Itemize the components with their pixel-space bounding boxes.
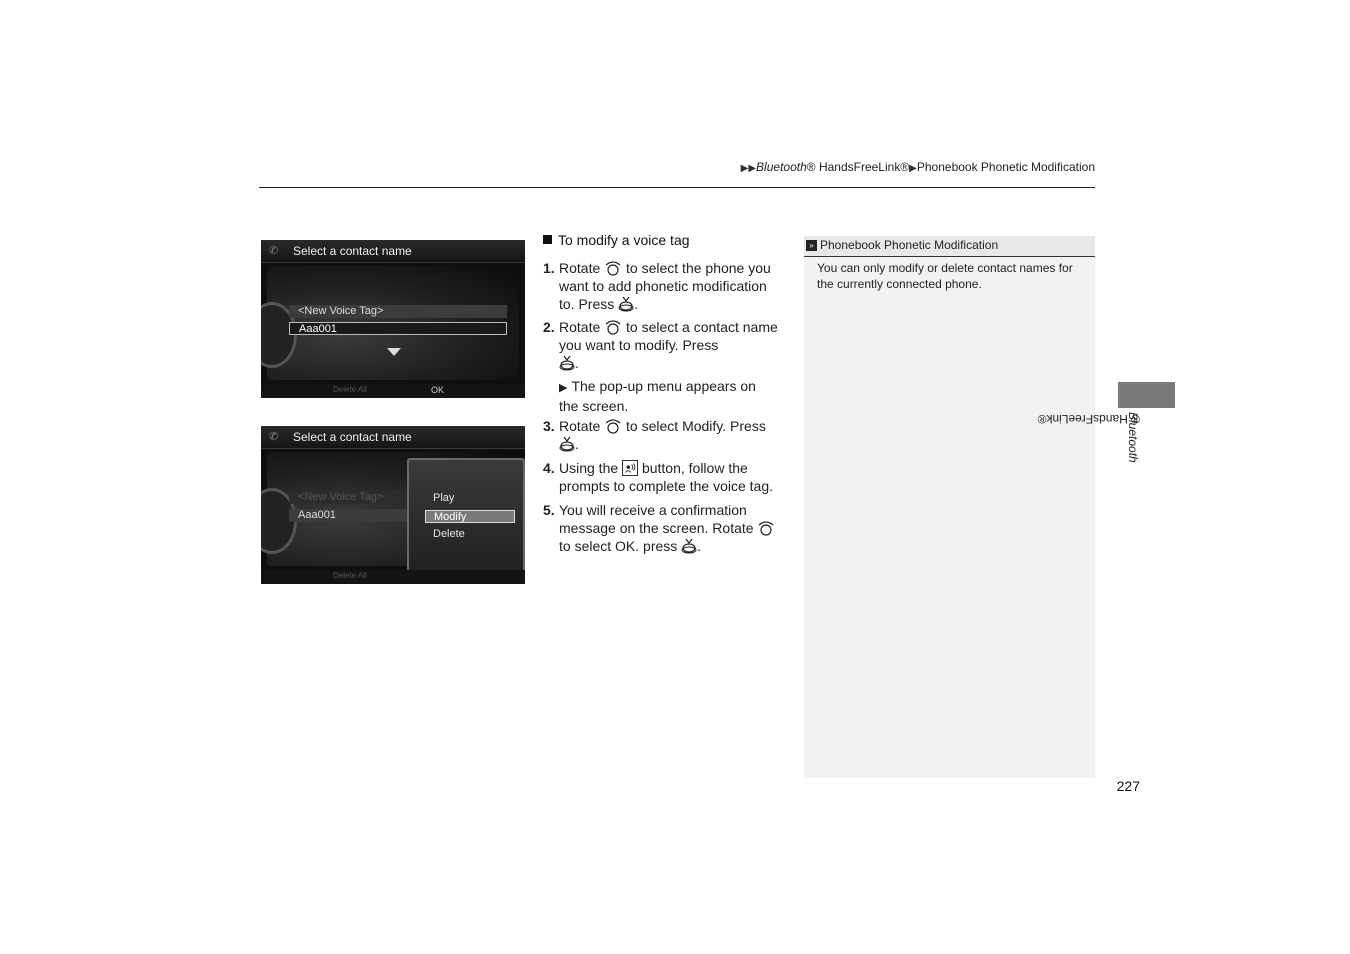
screen-footer <box>261 384 525 398</box>
step-text: button, follow the prompts to complete the voice tag. <box>559 460 773 494</box>
phone-icon: ✆ <box>269 431 279 443</box>
step-3 <box>543 417 778 453</box>
talk-button-icon <box>622 460 638 476</box>
side-note-panel <box>804 236 1095 778</box>
step-2 <box>543 318 778 372</box>
header-divider <box>259 187 1095 188</box>
step-text: Rotate <box>559 319 601 335</box>
section-heading <box>543 232 690 248</box>
step-number: 1. <box>543 260 555 276</box>
menu-item-modify[interactable]: Modify <box>425 510 515 523</box>
chapter-label <box>1037 412 1142 587</box>
step-text: Using the <box>559 460 619 476</box>
side-note-text: You can only modify or delete contact names for the currently connected phone. <box>817 261 1073 291</box>
list-item[interactable]: <New Voice Tag> <box>289 305 507 318</box>
step-number: 3. <box>543 418 555 434</box>
step-text: . Press <box>722 418 766 434</box>
chapter-tab <box>1118 382 1175 408</box>
menu-item-play[interactable]: Play <box>433 492 455 504</box>
list-item-selected[interactable]: Aaa001 <box>289 322 507 335</box>
screen-contact-list <box>261 240 525 398</box>
screen-header <box>261 426 525 449</box>
press-knob-icon <box>618 296 634 312</box>
side-note-title: Phonebook Phonetic Modification <box>820 238 999 252</box>
step-option-modify: Modify <box>682 418 723 434</box>
step-number: 5. <box>543 502 555 518</box>
sub-note <box>559 377 769 415</box>
breadcrumb-part-2: ® HandsFreeLink® <box>806 160 910 174</box>
ok-button[interactable]: OK <box>431 385 445 395</box>
step-text: . press <box>635 538 678 554</box>
screen-title: Select a contact name <box>293 430 412 444</box>
rotate-knob-icon <box>757 520 775 536</box>
step-1 <box>543 259 778 313</box>
step-text: . <box>575 436 579 452</box>
double-chevron-icon: » <box>806 240 817 251</box>
side-note-header <box>804 236 1095 257</box>
press-knob-icon <box>559 355 575 371</box>
step-text: You will receive a confirmation message on the screen. Rotate <box>559 502 754 536</box>
breadcrumb-arrow-icon: ▶▶ <box>740 163 757 174</box>
screen-title: Select a contact name <box>293 244 412 258</box>
breadcrumb-arrow-icon: ▶ <box>909 163 917 174</box>
popup-menu <box>407 458 525 578</box>
screen-footer <box>261 570 525 584</box>
step-option-ok: OK <box>615 538 636 554</box>
rotate-knob-icon <box>604 260 622 276</box>
breadcrumb-part-1: Bluetooth <box>756 160 807 174</box>
screen-popup-menu <box>261 426 525 584</box>
breadcrumb-part-3: Phonebook Phonetic Modification <box>916 160 1095 174</box>
step-text: . <box>575 355 579 371</box>
step-text: to select the phone you want to add phonetic modification to. Press <box>559 260 771 312</box>
triangle-bullet-icon: ▶ <box>559 382 568 394</box>
page-number: 227 <box>1116 778 1140 794</box>
screen-header <box>261 240 525 263</box>
scroll-down-icon <box>387 348 401 356</box>
press-knob-icon <box>681 538 697 554</box>
section-heading-text: To modify a voice tag <box>558 232 690 248</box>
step-number: 4. <box>543 460 555 476</box>
list-item: <New Voice Tag> <box>289 491 507 504</box>
step-text: to select <box>626 418 679 434</box>
step-text: . <box>634 296 639 312</box>
rotate-knob-icon <box>604 319 622 335</box>
square-bullet-icon <box>543 235 552 244</box>
step-text: . <box>697 538 702 554</box>
step-text: Rotate <box>559 260 601 276</box>
delete-all-button[interactable]: Delete All <box>333 571 367 580</box>
breadcrumb <box>600 160 1095 174</box>
step-text: to select a contact name you want to modify. Press <box>559 319 778 353</box>
sub-note-text: The pop-up menu appears on the screen. <box>559 378 756 414</box>
list-item[interactable]: Aaa001 <box>289 509 507 522</box>
phone-icon: ✆ <box>269 245 279 257</box>
step-5 <box>543 501 778 555</box>
step-text: to select <box>559 538 612 554</box>
delete-all-button[interactable]: Delete All <box>333 385 367 394</box>
menu-item-delete[interactable]: Delete <box>433 528 465 540</box>
step-4 <box>543 459 778 495</box>
step-number: 2. <box>543 319 555 335</box>
step-text: Rotate <box>559 418 601 434</box>
chapter-label-rest: ® HandsFreeLink® <box>1037 412 1140 426</box>
rotate-knob-icon <box>604 418 622 434</box>
press-knob-icon <box>559 436 575 452</box>
chapter-label-italic: Bluetooth <box>1126 412 1140 463</box>
